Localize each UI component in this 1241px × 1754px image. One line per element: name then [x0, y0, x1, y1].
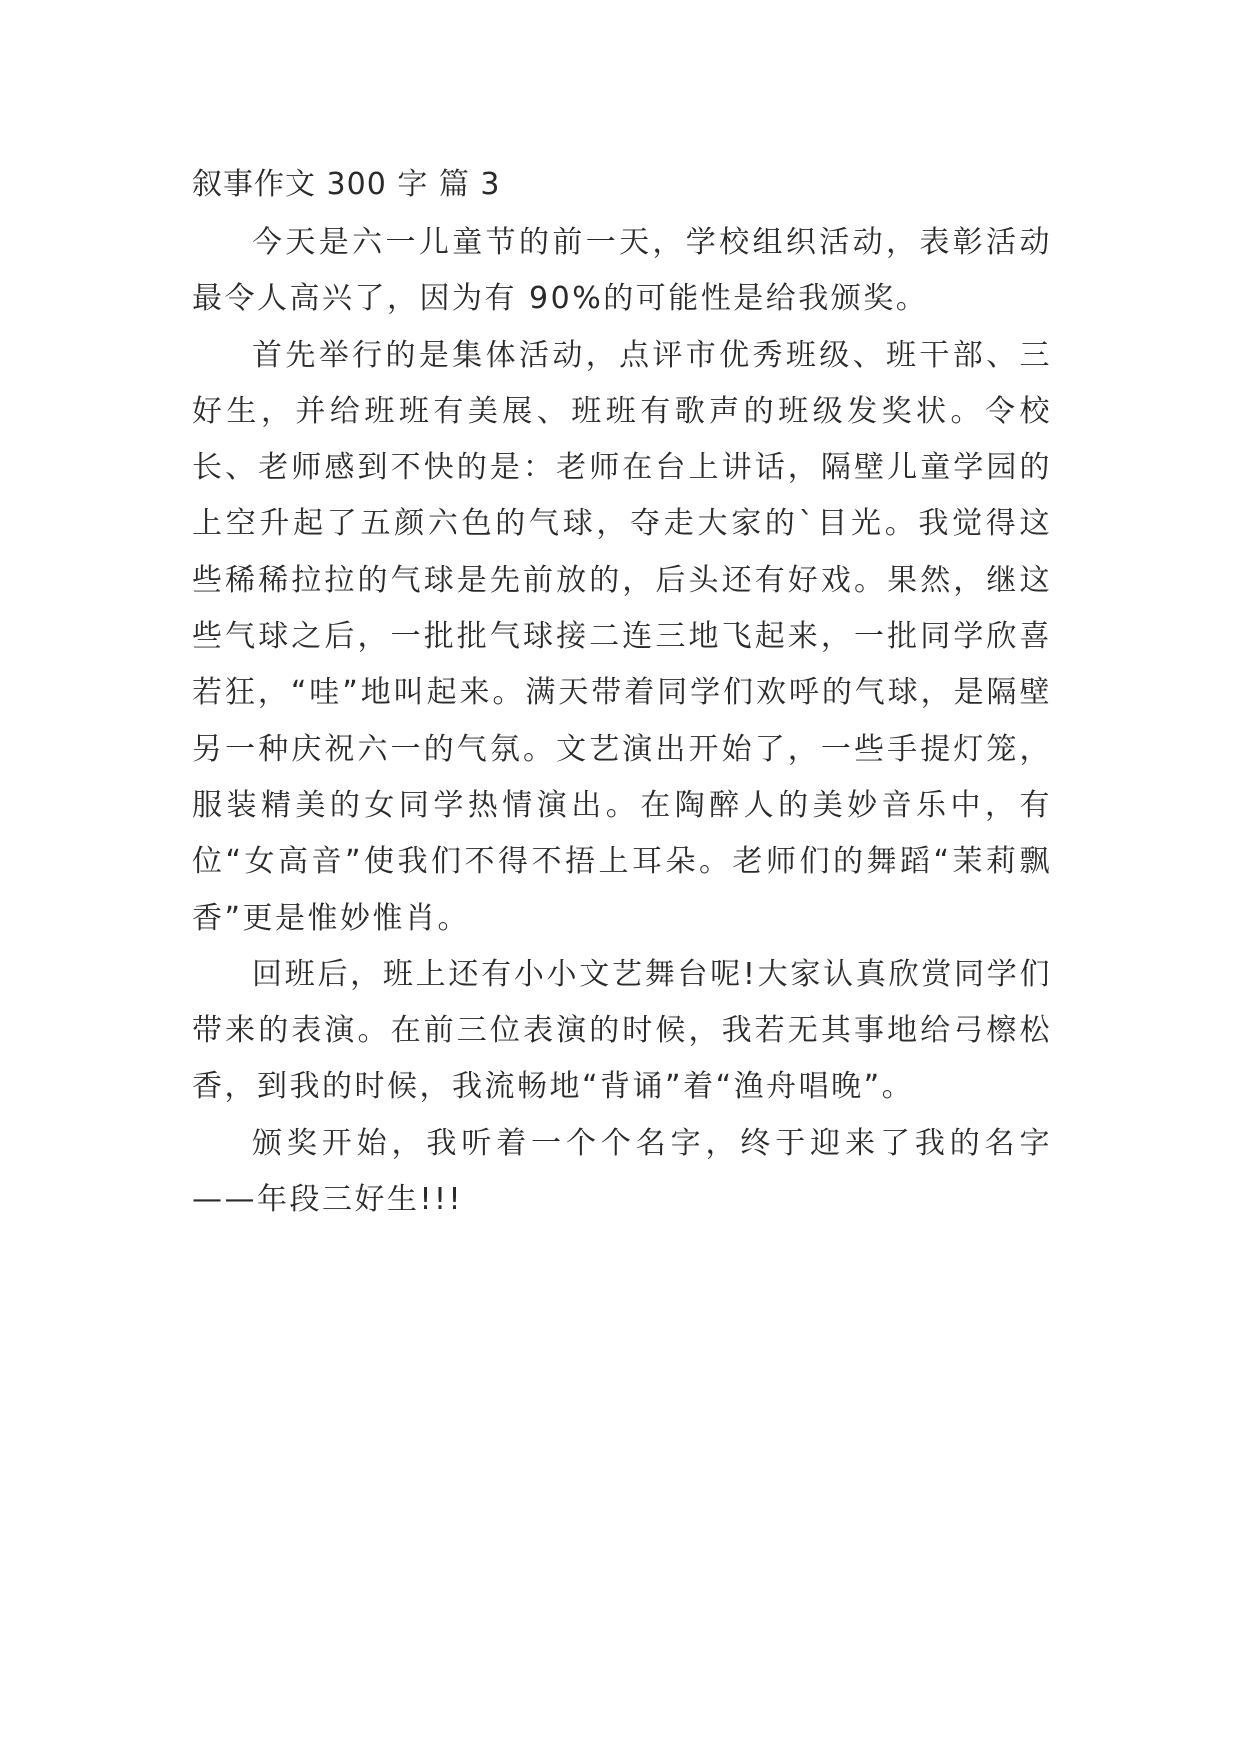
paragraph-4: 颁奖开始，我听着一个个名字，终于迎来了我的名字——年段三好生!!! — [192, 1125, 1052, 1218]
paragraph-1: 今天是六一儿童节的前一天，学校组织活动，表彰活动最令人高兴了，因为有 90%的可能性是给我颁奖。 — [192, 225, 1052, 317]
paragraph-2: 首先举行的是集体活动，点评市优秀班级、班干部、三好生，并给班班有美展、班班有歌声的班级发奖状。令校长、老师感到不快的是：老师在台上讲话，隔壁儿童学园的上空升起了五颜六色的气球，夺走大家的`目光。我觉得这些稀稀拉拉的气球是先前放的，后头还有好戏。果然，继这些气球之后，一批批气球接二连三地飞起来，一批同学欣喜若狂，“哇”地叫起来。满天带着同学们欢呼的气球，是隔壁另一种庆祝六一的气氛。文艺演出开始了，一些手提灯笼，服装精美的女同学热情演出。在陶醉人的美妙音乐中，有位“女高音”使我们不得不捂上耳朵。老师们的舞蹈“茉莉飘香”更是惟妙惟肖。 — [192, 337, 1052, 936]
essay-title: 叙事作文 300 字 篇 3 — [192, 167, 501, 202]
document-body — [192, 159, 1052, 1228]
paragraph-3: 回班后，班上还有小小文艺舞台呢!大家认真欣赏同学们带来的表演。在前三位表演的时候，我若无其事地给弓檫松香，到我的时候，我流畅地“背诵”着“渔舟唱晚”。 — [192, 956, 1052, 1105]
